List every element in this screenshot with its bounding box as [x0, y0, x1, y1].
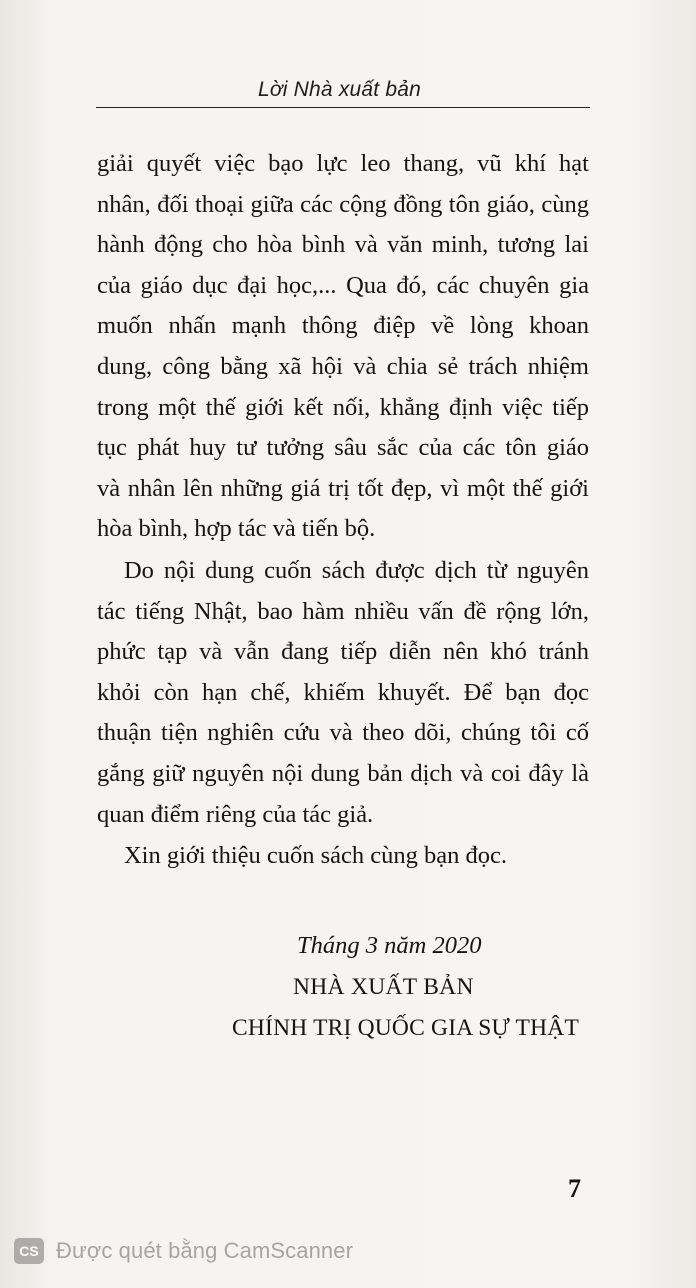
closing-date: Tháng 3 năm 2020 [297, 932, 482, 959]
text-line: khỏi còn hạn chế, khiếm khuyết. Để bạn đọc [97, 678, 589, 706]
text-line: Do nội dung cuốn sách được dịch từ nguyên [123, 556, 589, 584]
text-line: hòa bình, hợp tác và tiến bộ. [97, 515, 376, 543]
publisher-name-line-1: NHÀ XUẤT BẢN [293, 974, 474, 1000]
text-line: giải quyết việc bạo lực leo thang, vũ khí hạt [97, 150, 589, 177]
camscanner-watermark [14, 1236, 353, 1266]
text-line: của giáo dục đại học,... Qua đó, các chuyên gia [97, 271, 589, 299]
text-line: trong một thế giới kết nối, khẳng định việc tiếp [97, 393, 589, 421]
text-line: dung, công bằng xã hội và chia sẻ trách nhiệm [97, 352, 589, 380]
text-line: phức tạp và vẫn đang tiếp diễn nên khó tránh [97, 638, 589, 666]
text-line: tục phát huy tư tưởng sâu sắc của các tôn giáo [97, 434, 589, 462]
paragraph-2 [97, 551, 589, 835]
text-line: muốn nhấn mạnh thông điệp về lòng khoan [97, 312, 589, 340]
text-line: quan điểm riêng của tác giả. [97, 800, 374, 828]
paragraph-1 [97, 144, 589, 550]
text-line: và nhân lên những giá trị tốt đẹp, vì một thế giới [97, 474, 589, 502]
page-number: 7 [568, 1174, 581, 1203]
text-line: thuận tiện nghiên cứu và theo dõi, chúng tôi cố [97, 719, 589, 747]
paragraph-3 [97, 836, 589, 877]
text-line: nhân, đối thoại giữa các cộng đồng tôn giáo, cùng [97, 190, 589, 218]
running-header-title: Lời Nhà xuất bản [258, 78, 421, 101]
text-line: Xin giới thiệu cuốn sách cùng bạn đọc. [123, 842, 508, 870]
text-line: gắng giữ nguyên nội dung bản dịch và coi đây là [97, 759, 589, 787]
text-line: hành động cho hòa bình và văn minh, tương lai [97, 231, 589, 259]
text-line: tác tiếng Nhật, bao hàm nhiều vấn đề rộng lớn, [97, 597, 589, 625]
camscanner-logo-icon: CS [14, 1238, 44, 1264]
body-text [97, 144, 589, 877]
publisher-name-line-2: CHÍNH TRỊ QUỐC GIA SỰ THẬT [232, 1015, 580, 1041]
watermark-text: Được quét bằng CamScanner [56, 1238, 354, 1263]
header-divider [96, 107, 590, 108]
